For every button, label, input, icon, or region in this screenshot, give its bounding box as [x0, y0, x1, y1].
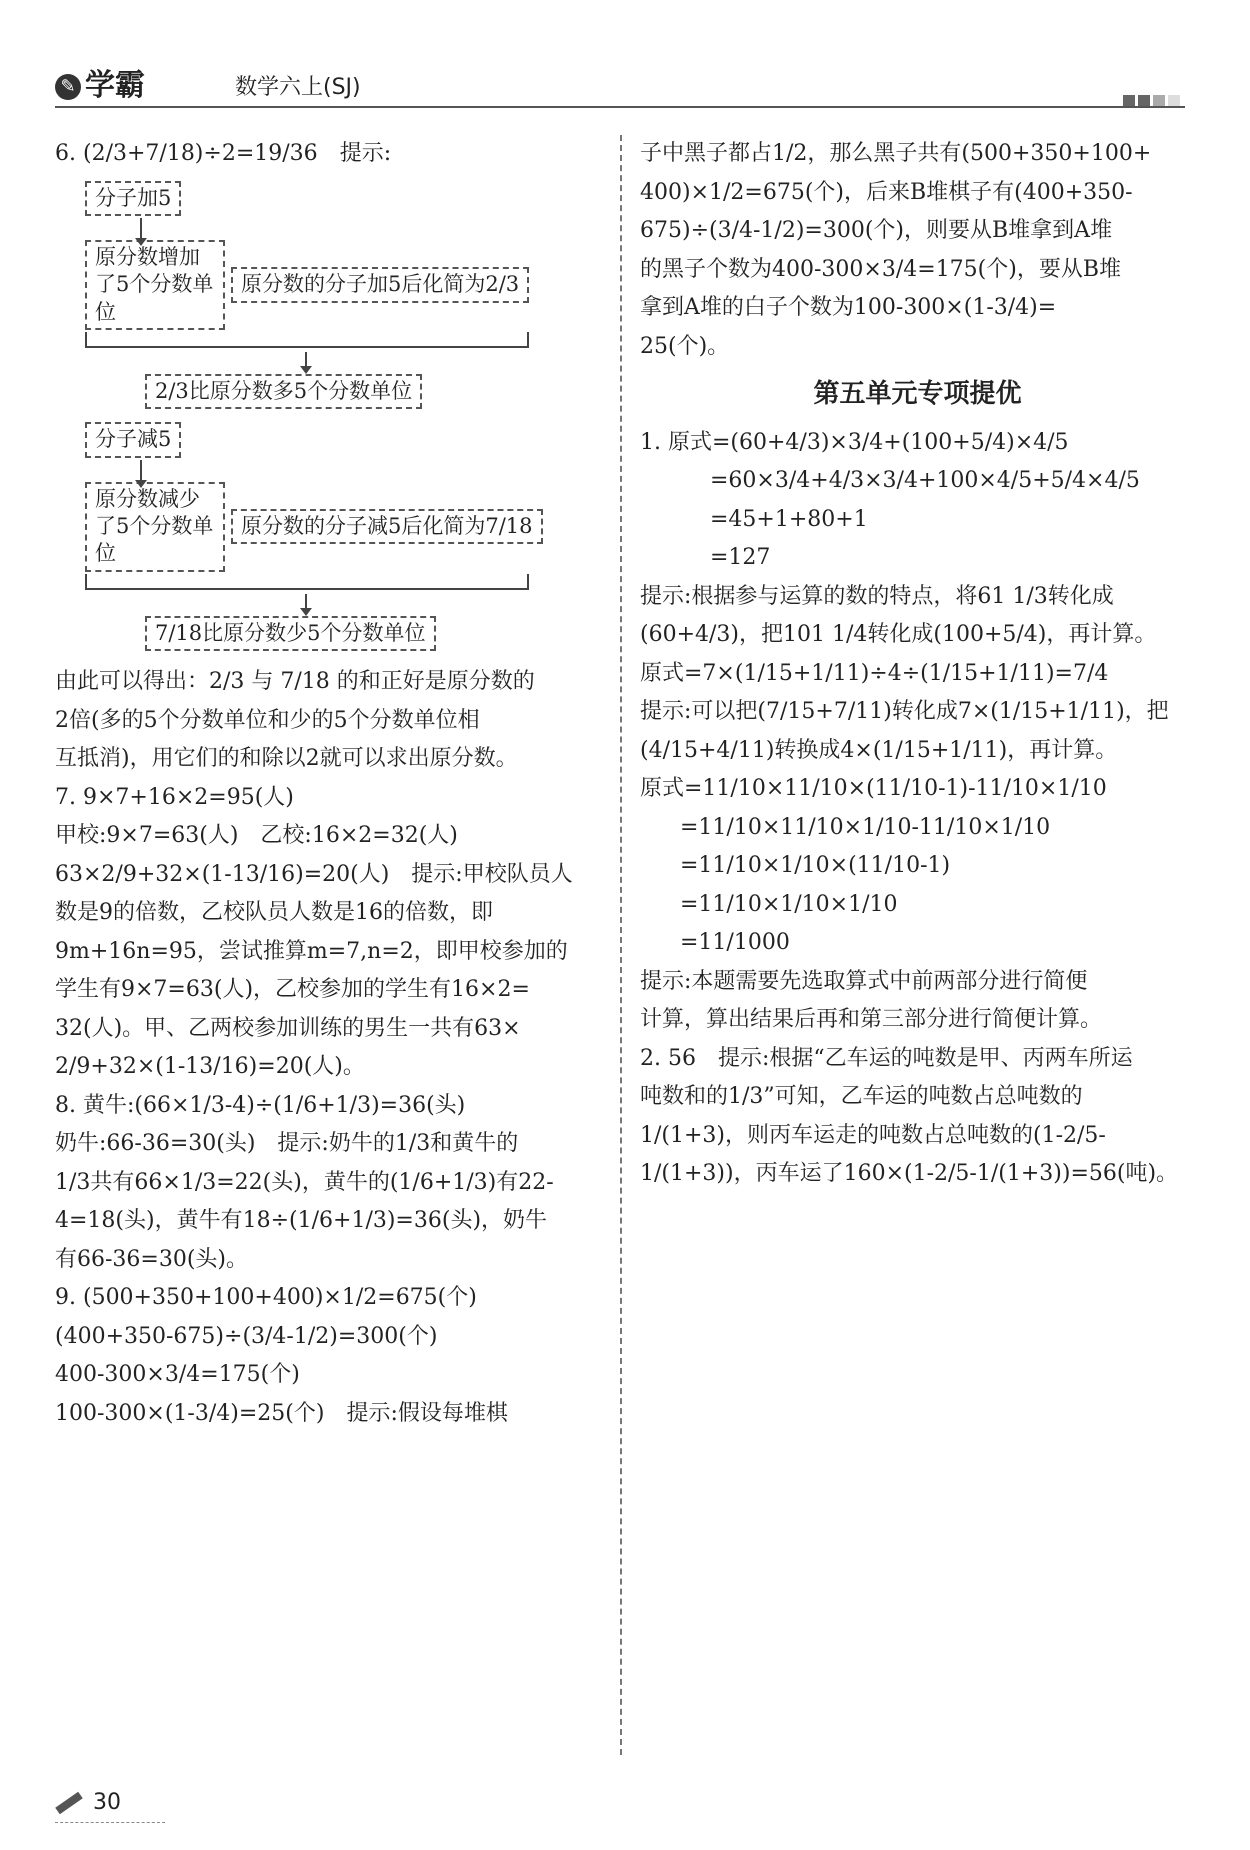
flow-box-a: 原分数减少了5个分数单位: [85, 482, 225, 572]
page-number: 30: [93, 1790, 121, 1815]
text-line: 4=18(头)，黄牛有18÷(1/6+1/3)=36(头)，奶牛: [55, 1208, 548, 1234]
text-line: 9m+16n=95，尝试推算m=7,n=2，即甲校参加的: [55, 938, 568, 964]
text-line: 1/3共有66×1/3=22(头)，黄牛的(1/6+1/3)有22-: [55, 1169, 554, 1195]
flowchart-minus: [85, 421, 610, 653]
text-line: 奶牛:66-36=30(头) 提示:奶牛的1/3和黄牛的: [55, 1131, 519, 1157]
right-column: [640, 135, 1195, 1194]
header-rule: [55, 106, 1185, 108]
flow-box-b: 原分数的分子减5后化简为7/18: [231, 509, 543, 544]
flow-top-box: 分子加5: [85, 181, 181, 216]
text-line: =127: [710, 545, 771, 570]
text-line: 675)÷(3/4-1/2)=300(个)，则要从B堆拿到A堆: [640, 218, 1113, 243]
column-divider: [620, 135, 622, 1755]
text-line: 子中黑子都占1/2，那么黑子共有(500+350+100+: [640, 141, 1152, 166]
text-line: 原式=7×(1/15+1/11)÷4÷(1/15+1/11)=7/4: [640, 660, 1109, 686]
text-line: 拿到A堆的白子个数为100-300×(1-3/4)=: [640, 295, 1057, 320]
text-line: 1/(1+3))，丙车运了160×(1-2/5-1/(1+3))=56(吨)。: [640, 1161, 1179, 1186]
text-line: 400)×1/2=675(个)，后来B堆棋子有(400+350-: [640, 179, 1133, 205]
text-line: 2/9+32×(1-13/16)=20(人)。: [55, 1054, 365, 1080]
text-line: 1/(1+3)，则丙车运走的吨数占总吨数的(1-2/5-: [640, 1122, 1106, 1148]
text-line: 32(人)。甲、乙两校参加训练的男生一共有63×: [55, 1015, 521, 1041]
header-squares-icon: [1120, 92, 1180, 111]
brand-logo: [55, 60, 145, 104]
arrow-down-icon: [140, 460, 142, 482]
text-line: =11/10×11/10×1/10-11/10×1/10: [680, 814, 1051, 840]
text-line: 8. 黄牛:(66×1/3-4)÷(1/6+1/3)=36(头): [55, 1092, 466, 1118]
text-line: (400+350-675)÷(3/4-1/2)=300(个): [55, 1323, 438, 1349]
text-line: 计算，算出结果后再和第三部分进行简便计算。: [640, 1007, 1103, 1032]
q6-formula: 6. (2/3+7/18)÷2=19/36 提示:: [55, 141, 392, 166]
arrow-down-icon: [305, 352, 307, 368]
text-line: 互抵消)，用它们的和除以2就可以求出原分数。: [55, 746, 518, 772]
page-header: [55, 60, 1185, 110]
text-line: 2. 56 提示:根据“乙车运的吨数是甲、丙两车所运: [640, 1045, 1133, 1071]
text-line: 63×2/9+32×(1-13/16)=20(人) 提示:甲校队员人: [55, 861, 573, 887]
text-line: 学生有9×7=63(人)，乙校参加的学生有16×2=: [55, 977, 530, 1003]
text-line: 原式=11/10×11/10×(11/10-1)-11/10×1/10: [640, 776, 1107, 801]
text-line: 1. 原式=(60+4/3)×3/4+(100+5/4)×4/5: [640, 429, 1069, 455]
subject-title: 数学六上(SJ): [235, 75, 361, 100]
text-line: 甲校:9×7=63(人) 乙校:16×2=32(人): [55, 823, 458, 849]
text-line: =60×3/4+4/3×3/4+100×4/5+5/4×4/5: [710, 468, 1140, 493]
page-footer: [55, 1790, 121, 1815]
text-line: =11/10×1/10×(11/10-1): [680, 853, 951, 878]
footer-rule: [55, 1822, 165, 1823]
text-line: 9. (500+350+100+400)×1/2=675(个): [55, 1285, 477, 1311]
flow-brace: [85, 332, 529, 348]
text-line: 吨数和的1/3”可知，乙车运的吨数占总吨数的: [640, 1084, 1083, 1109]
text-line: 400-300×3/4=175(个): [55, 1362, 300, 1388]
text-line: 提示:本题需要先选取算式中前两部分进行简便: [640, 968, 1088, 994]
flow-brace: [85, 574, 529, 590]
text-line: 数是9的倍数，乙校队员人数是16的倍数，即: [55, 900, 493, 926]
text-line: (60+4/3)，把101 1/4转化成(100+5/4)，再计算。: [640, 622, 1157, 647]
flow-result-box: 2/3比原分数多5个分数单位: [145, 374, 422, 409]
left-column: [55, 135, 610, 1433]
text-line: 提示:可以把(7/15+7/11)转化成7×(1/15+1/11)，把: [640, 699, 1169, 724]
text-line: 7. 9×7+16×2=95(人): [55, 784, 294, 810]
text-line: 由此可以得出：2/3 与 7/18 的和正好是原分数的: [55, 669, 535, 695]
flowchart-plus: [85, 180, 610, 412]
section-title: 第五单元专项提优: [813, 379, 1022, 409]
graduation-cap-icon: ✎: [55, 74, 81, 100]
text-line: =11/1000: [680, 930, 790, 955]
arrow-down-icon: [305, 594, 307, 610]
text-line: 2倍(多的5个分数单位和少的5个分数单位相: [55, 707, 480, 733]
arrow-down-icon: [140, 218, 142, 240]
brand-name: 学霸: [85, 68, 145, 103]
text-line: =11/10×1/10×1/10: [680, 891, 898, 917]
flow-box-b: 原分数的分子加5后化简为2/3: [231, 267, 529, 302]
text-line: 的黑子个数为400-300×3/4=175(个)，要从B堆: [640, 256, 1122, 282]
flow-result-box: 7/18比原分数少5个分数单位: [145, 616, 436, 651]
text-line: 25(个)。: [640, 333, 730, 359]
text-line: 提示:根据参与运算的数的特点，将61 1/3转化成: [640, 583, 1114, 609]
text-line: 100-300×(1-3/4)=25(个) 提示:假设每堆棋: [55, 1400, 508, 1426]
flow-box-a: 原分数增加了5个分数单位: [85, 240, 225, 330]
text-line: =45+1+80+1: [710, 506, 868, 532]
text-line: (4/15+4/11)转换成4×(1/15+1/11)，再计算。: [640, 737, 1118, 763]
pencil-icon: [55, 1792, 83, 1815]
flow-top-box: 分子减5: [85, 422, 181, 457]
text-line: 有66-36=30(头)。: [55, 1246, 249, 1272]
